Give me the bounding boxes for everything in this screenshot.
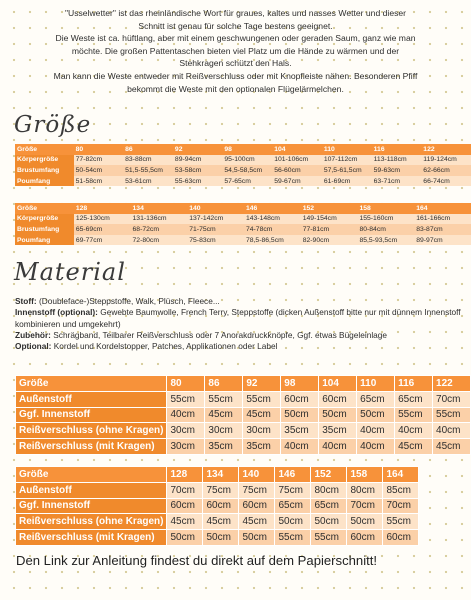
- value-cell: 45cm: [395, 439, 433, 455]
- value-cell: 82-90cm: [301, 235, 358, 246]
- table-row: [16, 482, 419, 498]
- value-cell: 59-63cm: [372, 165, 422, 176]
- value-cell: 72-80cm: [131, 235, 188, 246]
- value-cell: 53-58cm: [173, 165, 222, 176]
- header-size-cell: 140: [239, 467, 275, 483]
- value-cell: 55cm: [395, 407, 433, 423]
- value-cell: 155-160cm: [357, 214, 414, 225]
- header-size-cell: 80: [74, 144, 123, 155]
- value-cell: 65cm: [311, 498, 347, 514]
- value-cell: 75cm: [275, 482, 311, 498]
- table-row: [15, 224, 471, 235]
- value-cell: 80cm: [347, 482, 383, 498]
- size-heading: Größe: [14, 112, 92, 138]
- value-cell: 60cm: [319, 391, 357, 407]
- header-size-cell: 116: [395, 376, 433, 392]
- header-label-cell: Größe: [16, 467, 167, 483]
- value-cell: 149-154cm: [301, 214, 358, 225]
- value-cell: 55cm: [383, 514, 419, 530]
- value-cell: 65cm: [275, 498, 311, 514]
- value-cell: 53-61cm: [123, 176, 173, 187]
- value-cell: 55-63cm: [173, 176, 222, 187]
- intro-line: "Usselwetter" ist das rheinländische Wort für graues, kaltes und nasses Wetter und dieser: [64, 8, 407, 18]
- table-row: [16, 498, 419, 514]
- header-size-cell: 152: [301, 203, 358, 214]
- value-cell: 50cm: [281, 407, 319, 423]
- table-row: [16, 530, 419, 546]
- value-cell: 70cm: [383, 498, 419, 514]
- value-cell: 113-118cm: [372, 155, 422, 166]
- fabric-table-2: [15, 466, 419, 546]
- value-cell: 45cm: [205, 407, 243, 423]
- table-row: [16, 391, 471, 407]
- fabric-table-1: [15, 375, 471, 455]
- value-cell: 40cm: [281, 439, 319, 455]
- value-cell: 77-81cm: [301, 224, 358, 235]
- table-header-row: [15, 203, 471, 214]
- header-size-cell: 152: [311, 467, 347, 483]
- value-cell: 161-166cm: [414, 214, 471, 225]
- value-cell: 57-65cm: [222, 176, 272, 187]
- optional-text: Kordel und Kordelstopper, Patches, Applikationen oder Label: [51, 341, 278, 352]
- value-cell: 45cm: [167, 514, 203, 530]
- value-cell: 30cm: [167, 423, 205, 439]
- value-cell: 60cm: [281, 391, 319, 407]
- size-table-1: [15, 144, 471, 186]
- value-cell: 69-77cm: [74, 235, 131, 246]
- value-cell: 51-58cm: [74, 176, 123, 187]
- intro-line: möchte. Die großen Pattentaschen bieten viel Platz um die Hände zu wärmen und der: [71, 45, 400, 56]
- value-cell: 50cm: [239, 530, 275, 546]
- value-cell: 125-130cm: [74, 214, 131, 225]
- value-cell: 60cm: [347, 530, 383, 546]
- value-cell: 40cm: [395, 423, 433, 439]
- header-size-cell: 122: [433, 376, 471, 392]
- value-cell: 65cm: [395, 391, 433, 407]
- value-cell: 143-148cm: [244, 214, 301, 225]
- table-row: [16, 514, 419, 530]
- value-cell: 137-142cm: [187, 214, 244, 225]
- stoff-label: Stoff:: [15, 296, 37, 306]
- value-cell: 55cm: [205, 391, 243, 407]
- header-label-cell: Größe: [15, 144, 74, 155]
- zubehoer-label: Zubehör:: [15, 329, 51, 340]
- value-cell: 66-74cm: [421, 176, 471, 187]
- value-cell: 89-97cm: [414, 235, 471, 246]
- value-cell: 50cm: [347, 514, 383, 530]
- value-cell: 71-75cm: [187, 224, 244, 235]
- value-cell: 83-87cm: [414, 224, 471, 235]
- header-size-cell: 92: [243, 376, 281, 392]
- row-label-cell: Ggf. Innenstoff: [16, 498, 167, 514]
- material-optional: [15, 341, 467, 352]
- value-cell: 107-112cm: [322, 155, 372, 166]
- header-size-cell: 92: [173, 144, 222, 155]
- value-cell: 50-54cm: [74, 165, 123, 176]
- intro-line: bekommt die Weste mit den optionalen Flügelärmelchen.: [127, 83, 344, 94]
- value-cell: 62-66cm: [421, 165, 471, 176]
- table-row: [15, 214, 471, 225]
- value-cell: 70cm: [347, 498, 383, 514]
- value-cell: 70cm: [433, 391, 471, 407]
- table-header-row: [16, 467, 419, 483]
- intro-line: Man kann die Weste entweder mit Reißverschluss oder mit Knopfleiste nähen. Besonderen Pfiff: [53, 70, 418, 81]
- value-cell: 60cm: [383, 530, 419, 546]
- row-label-cell: Körpergröße: [15, 214, 74, 225]
- value-cell: 45cm: [203, 514, 239, 530]
- header-size-cell: 98: [222, 144, 272, 155]
- header-size-cell: 104: [319, 376, 357, 392]
- header-size-cell: 134: [131, 203, 188, 214]
- header-size-cell: 158: [357, 203, 414, 214]
- value-cell: 83-88cm: [123, 155, 173, 166]
- intro-line: Stehkragen schützt den Hals.: [179, 58, 292, 69]
- footer-note: Den Link zur Anleitung findest du direkt auf dem Papierschnitt!: [16, 553, 378, 568]
- row-label-cell: Ggf. Innenstoff: [16, 407, 167, 423]
- value-cell: 50cm: [203, 530, 239, 546]
- value-cell: 30cm: [167, 439, 205, 455]
- header-size-cell: 140: [187, 203, 244, 214]
- optional-label: Optional:: [15, 341, 52, 352]
- value-cell: 40cm: [357, 423, 395, 439]
- value-cell: 85cm: [383, 482, 419, 498]
- row-label-cell: Außenstoff: [16, 391, 167, 407]
- intro-line: Schnitt ist genau für solche Tage bestens geeignet.: [138, 20, 333, 31]
- value-cell: 45cm: [243, 407, 281, 423]
- value-cell: 101-106cm: [272, 155, 322, 166]
- row-label-cell: Reißverschluss (mit Kragen): [16, 439, 167, 455]
- header-size-cell: 122: [421, 144, 471, 155]
- header-size-cell: 146: [244, 203, 301, 214]
- zubehoer-text: Schrägband, Teilbarer Reißverschluss oder 7 Anorakdruckknöpfe, Ggf. etwas Bügeleinlage: [50, 329, 388, 340]
- value-cell: 35cm: [243, 439, 281, 455]
- header-size-cell: 80: [167, 376, 205, 392]
- header-size-cell: 110: [322, 144, 372, 155]
- value-cell: 50cm: [167, 530, 203, 546]
- intro-text: [14, 7, 457, 95]
- value-cell: 50cm: [275, 514, 311, 530]
- table-row: [15, 155, 471, 166]
- row-label-cell: Brustumfang: [15, 165, 74, 176]
- material-heading: Material: [14, 258, 126, 286]
- header-size-cell: 86: [205, 376, 243, 392]
- table-header-row: [15, 144, 471, 155]
- value-cell: 60cm: [167, 498, 203, 514]
- value-cell: 70cm: [167, 482, 203, 498]
- value-cell: 30cm: [205, 423, 243, 439]
- material-stoff: [15, 296, 467, 307]
- value-cell: 85,5-93,5cm: [357, 235, 414, 246]
- header-size-cell: 164: [383, 467, 419, 483]
- value-cell: 68-72cm: [131, 224, 188, 235]
- value-cell: 55cm: [275, 530, 311, 546]
- value-cell: 95-100cm: [222, 155, 272, 166]
- row-label-cell: Poumfang: [15, 176, 74, 187]
- table-row: [15, 235, 471, 246]
- header-size-cell: 146: [275, 467, 311, 483]
- material-list: [15, 296, 467, 352]
- value-cell: 35cm: [205, 439, 243, 455]
- material-zubehoer: [15, 330, 467, 341]
- size-table-2: [15, 203, 471, 245]
- value-cell: 80cm: [311, 482, 347, 498]
- value-cell: 74-78cm: [244, 224, 301, 235]
- header-size-cell: 164: [414, 203, 471, 214]
- value-cell: 55cm: [433, 407, 471, 423]
- header-size-cell: 98: [281, 376, 319, 392]
- table-row: [15, 176, 471, 187]
- header-label-cell: Größe: [16, 376, 167, 392]
- value-cell: 55cm: [167, 391, 205, 407]
- stoff-text: (Doubleface-)Steppstoffe, Walk, Plüsch, Fleece...: [36, 296, 220, 306]
- value-cell: 80-84cm: [357, 224, 414, 235]
- row-label-cell: Reißverschluss (ohne Kragen): [16, 423, 167, 439]
- header-size-cell: 116: [372, 144, 422, 155]
- value-cell: 35cm: [319, 423, 357, 439]
- value-cell: 55cm: [243, 391, 281, 407]
- value-cell: 65cm: [357, 391, 395, 407]
- innenstoff-label: Innenstoff (optional):: [15, 307, 98, 318]
- row-label-cell: Poumfang: [15, 235, 74, 246]
- value-cell: 35cm: [281, 423, 319, 439]
- header-size-cell: 104: [272, 144, 322, 155]
- table-row: [16, 423, 471, 439]
- value-cell: 78,5-86,5cm: [244, 235, 301, 246]
- value-cell: 61-69cm: [322, 176, 372, 187]
- value-cell: 59-67cm: [272, 176, 322, 187]
- header-size-cell: 128: [167, 467, 203, 483]
- value-cell: 50cm: [357, 407, 395, 423]
- value-cell: 131-136cm: [131, 214, 188, 225]
- value-cell: 89-94cm: [173, 155, 222, 166]
- header-size-cell: 128: [74, 203, 131, 214]
- value-cell: 50cm: [311, 514, 347, 530]
- value-cell: 55cm: [311, 530, 347, 546]
- row-label-cell: Körpergröße: [15, 155, 74, 166]
- material-innenstoff: [15, 307, 467, 330]
- value-cell: 60cm: [203, 498, 239, 514]
- value-cell: 57,5-61,5cm: [322, 165, 372, 176]
- value-cell: 40cm: [319, 439, 357, 455]
- header-label-cell: Größe: [15, 203, 74, 214]
- header-size-cell: 110: [357, 376, 395, 392]
- header-size-cell: 158: [347, 467, 383, 483]
- value-cell: 75cm: [203, 482, 239, 498]
- value-cell: 50cm: [319, 407, 357, 423]
- value-cell: 65-69cm: [74, 224, 131, 235]
- intro-line: Die Weste ist ca. hüftlang, aber mit einem geschwungenen oder geraden Saum, ganz wie man: [55, 33, 416, 44]
- row-label-cell: Reißverschluss (ohne Kragen): [16, 514, 167, 530]
- value-cell: 60cm: [239, 498, 275, 514]
- value-cell: 63-71cm: [372, 176, 422, 187]
- row-label-cell: Brustumfang: [15, 224, 74, 235]
- value-cell: 40cm: [167, 407, 205, 423]
- value-cell: 40cm: [357, 439, 395, 455]
- row-label-cell: Außenstoff: [16, 482, 167, 498]
- value-cell: 77-82cm: [74, 155, 123, 166]
- value-cell: 119-124cm: [421, 155, 471, 166]
- value-cell: 30cm: [243, 423, 281, 439]
- table-row: [15, 165, 471, 176]
- value-cell: 75-83cm: [187, 235, 244, 246]
- header-size-cell: 134: [203, 467, 239, 483]
- value-cell: 51,5-55,5cm: [123, 165, 173, 176]
- table-header-row: [16, 376, 471, 392]
- value-cell: 54,5-58,5cm: [222, 165, 272, 176]
- value-cell: 75cm: [239, 482, 275, 498]
- value-cell: 45cm: [433, 439, 471, 455]
- value-cell: 40cm: [433, 423, 471, 439]
- row-label-cell: Reißverschluss (mit Kragen): [16, 530, 167, 546]
- table-row: [16, 439, 471, 455]
- header-size-cell: 86: [123, 144, 173, 155]
- innenstoff-text: Gewebte Baumwolle, French Terry, Steppstoffe (dicken Außenstoff bitte nur mit dünnem Innenstoff kombinieren und umgekehrt): [15, 307, 461, 329]
- table-row: [16, 407, 471, 423]
- value-cell: 56-60cm: [272, 165, 322, 176]
- value-cell: 45cm: [239, 514, 275, 530]
